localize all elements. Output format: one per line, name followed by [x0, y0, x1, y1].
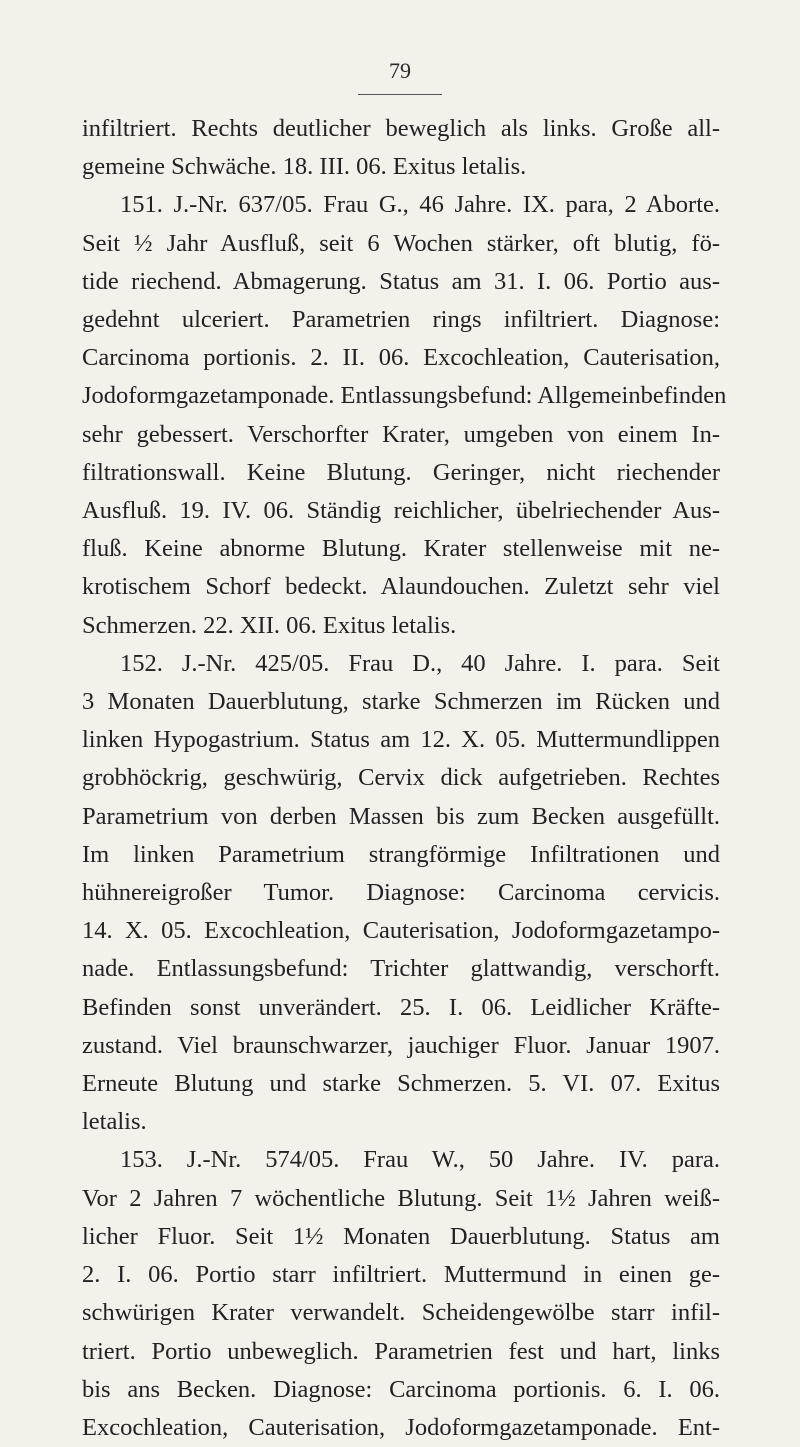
- text-line: 2. I. 06. Portio starr infiltriert. Muttermund in einen ge-: [82, 1261, 720, 1289]
- body-text: [82, 110, 727, 1447]
- text-line: 152. J.-Nr. 425/05. Frau D., 40 Jahre. I. para. Seit: [120, 649, 720, 677]
- page-number: 79: [389, 58, 411, 83]
- text-line: Schmerzen. 22. XII. 06. Exitus letalis.: [82, 611, 457, 639]
- text-line: filtrationswall. Keine Blutung. Geringer, nicht riechender: [82, 458, 720, 486]
- text-line: 14. X. 05. Excochleation, Cauterisation, Jodoformgazetampo-: [82, 917, 720, 945]
- text-line: infiltriert. Rechts deutlicher beweglich als links. Große all-: [82, 115, 720, 142]
- text-line: Erneute Blutung und starke Schmerzen. 5. VI. 07. Exitus: [82, 1070, 720, 1098]
- text-line: hühnereigroßer Tumor. Diagnose: Carcinoma cervicis.: [82, 879, 720, 907]
- text-line: nade. Entlassungsbefund: Trichter glattwandig, verschorft.: [82, 955, 720, 983]
- text-line: Excochleation, Cauterisation, Jodoformgazetamponade. Ent-: [82, 1413, 720, 1441]
- text-line: Seit ½ Jahr Ausfluß, seit 6 Wochen stärker, oft blutig, fö-: [82, 229, 720, 257]
- text-line: 151. J.-Nr. 637/05. Frau G., 46 Jahre. IX. para, 2 Aborte.: [120, 191, 720, 219]
- text-line: triert. Portio unbeweglich. Parametrien fest und hart, links: [82, 1337, 720, 1365]
- text-line: schwürigen Krater verwandelt. Scheidengewölbe starr infil-: [82, 1299, 720, 1327]
- text-line: licher Fluor. Seit 1½ Monaten Dauerblutung. Status am: [82, 1222, 720, 1250]
- text-line: Parametrium von derben Massen bis zum Becken ausgefüllt.: [82, 802, 720, 830]
- text-line: zustand. Viel braunschwarzer, jauchiger Fluor. Januar 1907.: [82, 1031, 720, 1059]
- text-line: krotischem Schorf bedeckt. Alaundouchen. Zuletzt sehr viel: [82, 573, 720, 601]
- text-line: grobhöckrig, geschwürig, Cervix dick aufgetrieben. Rechtes: [82, 764, 720, 792]
- text-line: bis ans Becken. Diagnose: Carcinoma portionis. 6. I. 06.: [82, 1375, 720, 1403]
- text-line: linken Hypogastrium. Status am 12. X. 05. Muttermundlippen: [82, 726, 720, 754]
- text-line: 3 Monaten Dauerblutung, starke Schmerzen im Rücken und: [82, 688, 720, 716]
- text-line: letalis.: [82, 1108, 147, 1136]
- text-line: Carcinoma portionis. 2. II. 06. Excochleation, Cauterisation,: [82, 344, 720, 372]
- text-line: fluß. Keine abnorme Blutung. Krater stellenweise mit ne-: [82, 535, 720, 563]
- text-line: Vor 2 Jahren 7 wöchentliche Blutung. Seit 1½ Jahren weiß-: [82, 1184, 720, 1212]
- text-line: Im linken Parametrium strangförmige Infiltrationen und: [82, 840, 720, 868]
- text-line: sehr gebessert. Verschorfter Krater, umgeben von einem In-: [82, 420, 720, 448]
- page-number-underline: [358, 94, 442, 95]
- text-line: gedehnt ulceriert. Parametrien rings infiltriert. Diagnose:: [82, 306, 720, 334]
- text-line: Ausfluß. 19. IV. 06. Ständig reichlicher, übelriechender Aus-: [82, 497, 720, 525]
- text-line: gemeine Schwäche. 18. III. 06. Exitus letalis.: [82, 153, 527, 181]
- text-line: Jodoformgazetamponade. Entlassungsbefund: Allgemeinbefinden: [82, 382, 727, 410]
- text-line: Befinden sonst unverändert. 25. I. 06. Leidlicher Kräfte-: [82, 993, 720, 1021]
- text-line: tide riechend. Abmagerung. Status am 31. I. 06. Portio aus-: [82, 267, 720, 295]
- text-line: 153. J.-Nr. 574/05. Frau W., 50 Jahre. IV. para.: [120, 1146, 720, 1174]
